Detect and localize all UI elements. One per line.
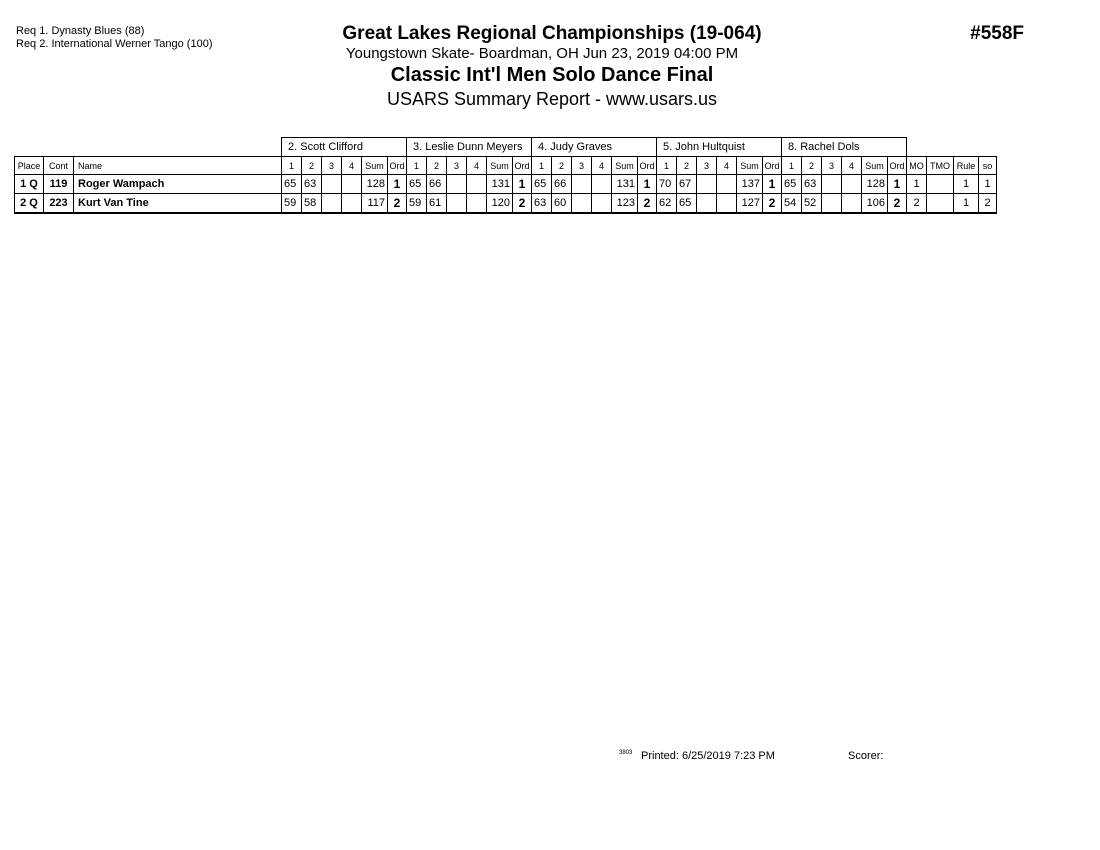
score-cell: 54 bbox=[782, 194, 802, 214]
so-cell: 2 bbox=[979, 194, 997, 214]
score-2-header: 2 bbox=[302, 157, 322, 175]
table-row bbox=[15, 194, 997, 214]
ord-cell: 1 bbox=[388, 175, 407, 194]
score-cell: 65 bbox=[677, 194, 697, 214]
sum-cell: 131 bbox=[612, 175, 638, 194]
score-cell bbox=[572, 175, 592, 194]
place-cell: 2 Q bbox=[15, 194, 44, 214]
so-header: so bbox=[979, 157, 997, 175]
place-cell: 1 Q bbox=[15, 175, 44, 194]
footer-code: 3803 bbox=[619, 750, 633, 756]
score-3-header: 3 bbox=[697, 157, 717, 175]
score-cell bbox=[717, 175, 737, 194]
sum-header: Sum bbox=[487, 157, 513, 175]
sum-cell: 117 bbox=[362, 194, 388, 214]
ord-header: Ord bbox=[888, 157, 907, 175]
sum-cell: 127 bbox=[737, 194, 763, 214]
ord-cell: 1 bbox=[513, 175, 532, 194]
sum-cell: 128 bbox=[362, 175, 388, 194]
event-title: Classic Int'l Men Solo Dance Final bbox=[390, 64, 714, 86]
cont-cell: 119 bbox=[44, 175, 74, 194]
ord-header: Ord bbox=[513, 157, 532, 175]
score-cell: 65 bbox=[782, 175, 802, 194]
sum-cell: 106 bbox=[862, 194, 888, 214]
name-header: Name bbox=[74, 157, 282, 175]
score-1-header: 1 bbox=[407, 157, 427, 175]
sum-cell: 137 bbox=[737, 175, 763, 194]
ord-cell: 1 bbox=[763, 175, 782, 194]
score-cell: 61 bbox=[427, 194, 447, 214]
rule-cell: 1 bbox=[954, 194, 979, 214]
score-cell bbox=[592, 194, 612, 214]
ord-cell: 2 bbox=[388, 194, 407, 214]
score-cell bbox=[592, 175, 612, 194]
score-cell bbox=[322, 175, 342, 194]
score-cell: 65 bbox=[407, 175, 427, 194]
results-table bbox=[14, 137, 997, 214]
mo-header: MO bbox=[907, 157, 927, 175]
score-cell bbox=[822, 175, 842, 194]
score-cell bbox=[697, 194, 717, 214]
ord-cell: 2 bbox=[888, 194, 907, 214]
score-cell: 60 bbox=[552, 194, 572, 214]
score-4-header: 4 bbox=[592, 157, 612, 175]
printed-timestamp: Printed: 6/25/2019 7:23 PM bbox=[641, 750, 775, 762]
sheet-number: #558F bbox=[970, 23, 1024, 44]
score-cell bbox=[322, 194, 342, 214]
sum-cell: 120 bbox=[487, 194, 513, 214]
score-cell: 59 bbox=[282, 194, 302, 214]
sum-cell: 128 bbox=[862, 175, 888, 194]
score-1-header: 1 bbox=[532, 157, 552, 175]
rule-cell: 1 bbox=[954, 175, 979, 194]
score-2-header: 2 bbox=[677, 157, 697, 175]
score-cell bbox=[717, 194, 737, 214]
cont-cell: 223 bbox=[44, 194, 74, 214]
cont-header: Cont bbox=[44, 157, 74, 175]
score-cell: 65 bbox=[282, 175, 302, 194]
score-cell: 67 bbox=[677, 175, 697, 194]
score-2-header: 2 bbox=[802, 157, 822, 175]
score-cell: 52 bbox=[802, 194, 822, 214]
score-cell: 63 bbox=[802, 175, 822, 194]
score-4-header: 4 bbox=[467, 157, 487, 175]
judges-spacer bbox=[15, 138, 282, 157]
sum-cell: 123 bbox=[612, 194, 638, 214]
score-cell bbox=[842, 175, 862, 194]
score-cell: 63 bbox=[302, 175, 322, 194]
score-2-header: 2 bbox=[427, 157, 447, 175]
score-3-header: 3 bbox=[322, 157, 342, 175]
ord-cell: 1 bbox=[888, 175, 907, 194]
ord-cell: 2 bbox=[638, 194, 657, 214]
score-3-header: 3 bbox=[572, 157, 592, 175]
ord-cell: 1 bbox=[638, 175, 657, 194]
location-line: Youngstown Skate- Boardman, OH Jun 23, 2019 04:00 PM bbox=[345, 45, 739, 62]
skater-name: Kurt Van Tine bbox=[74, 194, 282, 214]
judges-spacer bbox=[907, 138, 997, 157]
score-cell: 62 bbox=[657, 194, 677, 214]
score-1-header: 1 bbox=[782, 157, 802, 175]
request-line-1: Req 1. Dynasty Blues (88) bbox=[16, 25, 145, 37]
score-cell bbox=[342, 194, 362, 214]
score-2-header: 2 bbox=[552, 157, 572, 175]
score-cell: 65 bbox=[532, 175, 552, 194]
score-cell bbox=[447, 194, 467, 214]
score-cell bbox=[467, 175, 487, 194]
judge-header: 4. Judy Graves bbox=[532, 138, 657, 157]
rule-header: Rule bbox=[954, 157, 979, 175]
score-1-header: 1 bbox=[657, 157, 677, 175]
score-cell: 58 bbox=[302, 194, 322, 214]
scorer-label: Scorer: bbox=[848, 750, 884, 762]
sum-header: Sum bbox=[862, 157, 888, 175]
so-cell: 1 bbox=[979, 175, 997, 194]
score-1-header: 1 bbox=[282, 157, 302, 175]
score-cell bbox=[822, 194, 842, 214]
report-title: USARS Summary Report - www.usars.us bbox=[386, 89, 718, 109]
ord-header: Ord bbox=[638, 157, 657, 175]
sum-header: Sum bbox=[612, 157, 638, 175]
judge-header: 2. Scott Clifford bbox=[282, 138, 407, 157]
score-cell: 63 bbox=[532, 194, 552, 214]
ord-header: Ord bbox=[763, 157, 782, 175]
score-4-header: 4 bbox=[717, 157, 737, 175]
score-4-header: 4 bbox=[842, 157, 862, 175]
sum-header: Sum bbox=[362, 157, 388, 175]
score-cell bbox=[467, 194, 487, 214]
ord-cell: 2 bbox=[513, 194, 532, 214]
score-cell bbox=[697, 175, 717, 194]
mo-cell: 1 bbox=[907, 175, 927, 194]
score-cell bbox=[572, 194, 592, 214]
competition-title: Great Lakes Regional Championships (19-064) bbox=[342, 23, 762, 44]
score-cell: 66 bbox=[552, 175, 572, 194]
skater-name: Roger Wampach bbox=[74, 175, 282, 194]
score-cell: 59 bbox=[407, 194, 427, 214]
score-cell bbox=[842, 194, 862, 214]
tmo-header: TMO bbox=[927, 157, 954, 175]
score-cell bbox=[342, 175, 362, 194]
judge-header: 3. Leslie Dunn Meyers bbox=[407, 138, 532, 157]
score-cell bbox=[447, 175, 467, 194]
request-line-2: Req 2. International Werner Tango (100) bbox=[16, 38, 213, 50]
place-header: Place bbox=[15, 157, 44, 175]
score-3-header: 3 bbox=[447, 157, 467, 175]
sum-header: Sum bbox=[737, 157, 763, 175]
sum-cell: 131 bbox=[487, 175, 513, 194]
judges-row bbox=[15, 138, 997, 157]
ord-cell: 2 bbox=[763, 194, 782, 214]
tmo-cell bbox=[927, 194, 954, 214]
ord-header: Ord bbox=[388, 157, 407, 175]
table-row bbox=[15, 175, 997, 194]
score-cell: 66 bbox=[427, 175, 447, 194]
score-3-header: 3 bbox=[822, 157, 842, 175]
mo-cell: 2 bbox=[907, 194, 927, 214]
judge-header: 5. John Hultquist bbox=[657, 138, 782, 157]
judge-header: 8. Rachel Dols bbox=[782, 138, 907, 157]
column-header-row bbox=[15, 157, 997, 175]
score-cell: 70 bbox=[657, 175, 677, 194]
tmo-cell bbox=[927, 175, 954, 194]
score-4-header: 4 bbox=[342, 157, 362, 175]
